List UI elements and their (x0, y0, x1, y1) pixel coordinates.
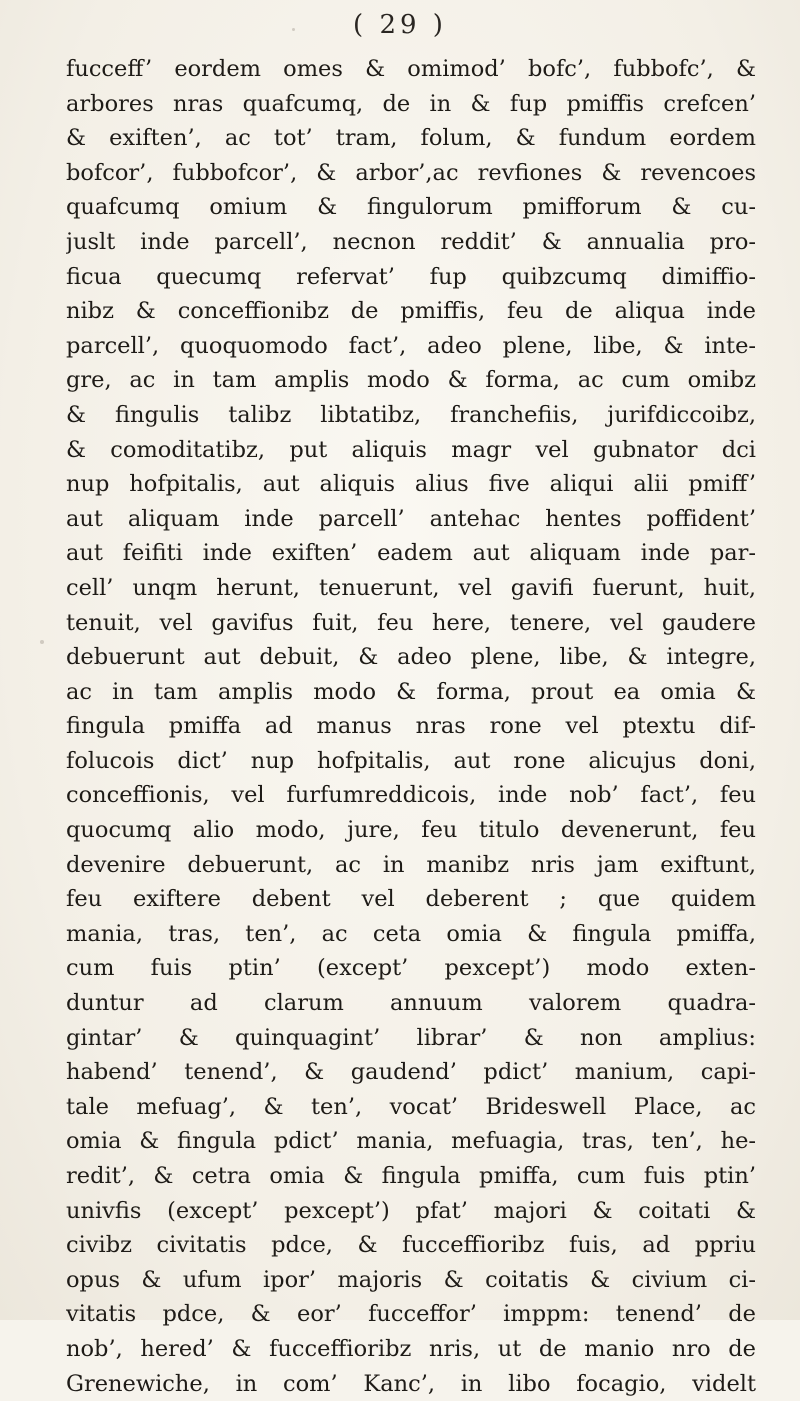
paper-speck (40, 640, 44, 644)
body-text (66, 52, 756, 1401)
text-line: juslt inde parcell’, necnon reddit’ & annualia pro- (66, 228, 756, 255)
text-line: ficua quecumq refervat’ fup quibzcumq dimiffio- (66, 263, 756, 290)
text-line: Grenewiche, in com’ Kanc’, in libo focagio, videlt (66, 1370, 756, 1397)
text-line: nup hofpitalis, aut aliquis alius five aliqui alii pmiff’ (66, 471, 756, 498)
text-line: redit’, & cetra omia & fingula pmiffa, cum fuis ptin’ (66, 1163, 756, 1189)
text-line: nibz & conceffionibz de pmiffis, feu de aliqua inde (66, 298, 756, 325)
paper-speck (292, 28, 295, 31)
text-line: habend’ tenend’, & gaudend’ pdict’ manium, capi- (66, 1059, 756, 1086)
text-line: cell’ unqm herunt, tenuerunt, vel gavifi fuerunt, huit, (66, 574, 756, 601)
text-line: cum fuis ptin’ (except’ pexcept’) modo exten- (66, 955, 756, 982)
page-number: ( 29 ) (353, 10, 447, 40)
text-line: & comoditatibz, put aliquis magr vel gubnator dci (66, 436, 756, 463)
text-line: arbores nras quafcumq, de in & fup pmiffis crefcen’ (66, 90, 756, 117)
text-line: fingula pmiffa ad manus nras rone vel ptextu dif- (66, 713, 756, 740)
text-line: opus & ufum ipor’ majoris & coitatis & civium ci- (66, 1266, 756, 1293)
text-line: feu exiftere debent vel deberent ; que quidem (66, 886, 756, 913)
text-line: aut aliquam inde parcell’ antehac hentes poffident’ (66, 505, 756, 532)
text-line: nob’, hered’ & fucceffioribz nris, ut de manio nro de (66, 1335, 756, 1362)
text-line: omia & fingula pdict’ mania, mefuagia, tras, ten’, he- (66, 1128, 756, 1155)
text-line: aut feifiti inde exiften’ eadem aut aliquam inde par- (66, 540, 756, 567)
text-line: parcell’, quoquomodo fact’, adeo plene, libe, & inte- (66, 332, 756, 359)
text-line: tenuit, vel gavifus fuit, feu here, tenere, vel gaudere (66, 609, 756, 636)
text-line: bofcor’, fubbofcor’, & arbor’,ac revfiones & revencoes (66, 159, 756, 186)
text-line: folucois dict’ nup hofpitalis, aut rone alicujus doni, (66, 747, 756, 774)
text-line: vitatis pdce, & eor’ fucceffor’ imppm: tenend’ de (66, 1301, 756, 1328)
text-line: quocumq alio modo, jure, feu titulo devenerunt, feu (66, 817, 756, 844)
text-line: debuerunt aut debuit, & adeo plene, libe, & integre, (66, 644, 756, 671)
text-line: ac in tam amplis modo & forma, prout ea omia & (66, 678, 756, 705)
text-line: fucceff’ eordem omes & omimod’ bofc’, fubbofc’, & (66, 56, 756, 82)
text-line: conceffionis, vel furfumreddicois, inde nob’ fact’, feu (66, 782, 756, 809)
text-line: univfis (except’ pexcept’) pfat’ majori & coitati & (66, 1197, 756, 1224)
text-line: gre, ac in tam amplis modo & forma, ac cum omibz (66, 367, 756, 394)
text-line: tale mefuag’, & ten’, vocat’ Brideswell Place, ac (66, 1093, 756, 1120)
text-line: mania, tras, ten’, ac ceta omia & fingula pmiffa, (66, 920, 756, 947)
text-line: duntur ad clarum annuum valorem quadra- (66, 990, 756, 1017)
text-line: gintar’ & quinquagint’ librar’ & non amplius: (66, 1024, 756, 1051)
text-line: quafcumq omium & fingulorum pmifforum & cu- (66, 194, 756, 221)
text-line: devenire debuerunt, ac in manibz nris jam exiftunt, (66, 851, 756, 878)
text-line: & exiften’, ac tot’ tram, folum, & fundum eordem (66, 125, 756, 152)
text-line: & fingulis talibz libtatibz, franchefiis, jurifdiccoibz, (66, 401, 756, 428)
text-line: civibz civitatis pdce, & fucceffioribz fuis, ad ppriu (66, 1232, 756, 1259)
